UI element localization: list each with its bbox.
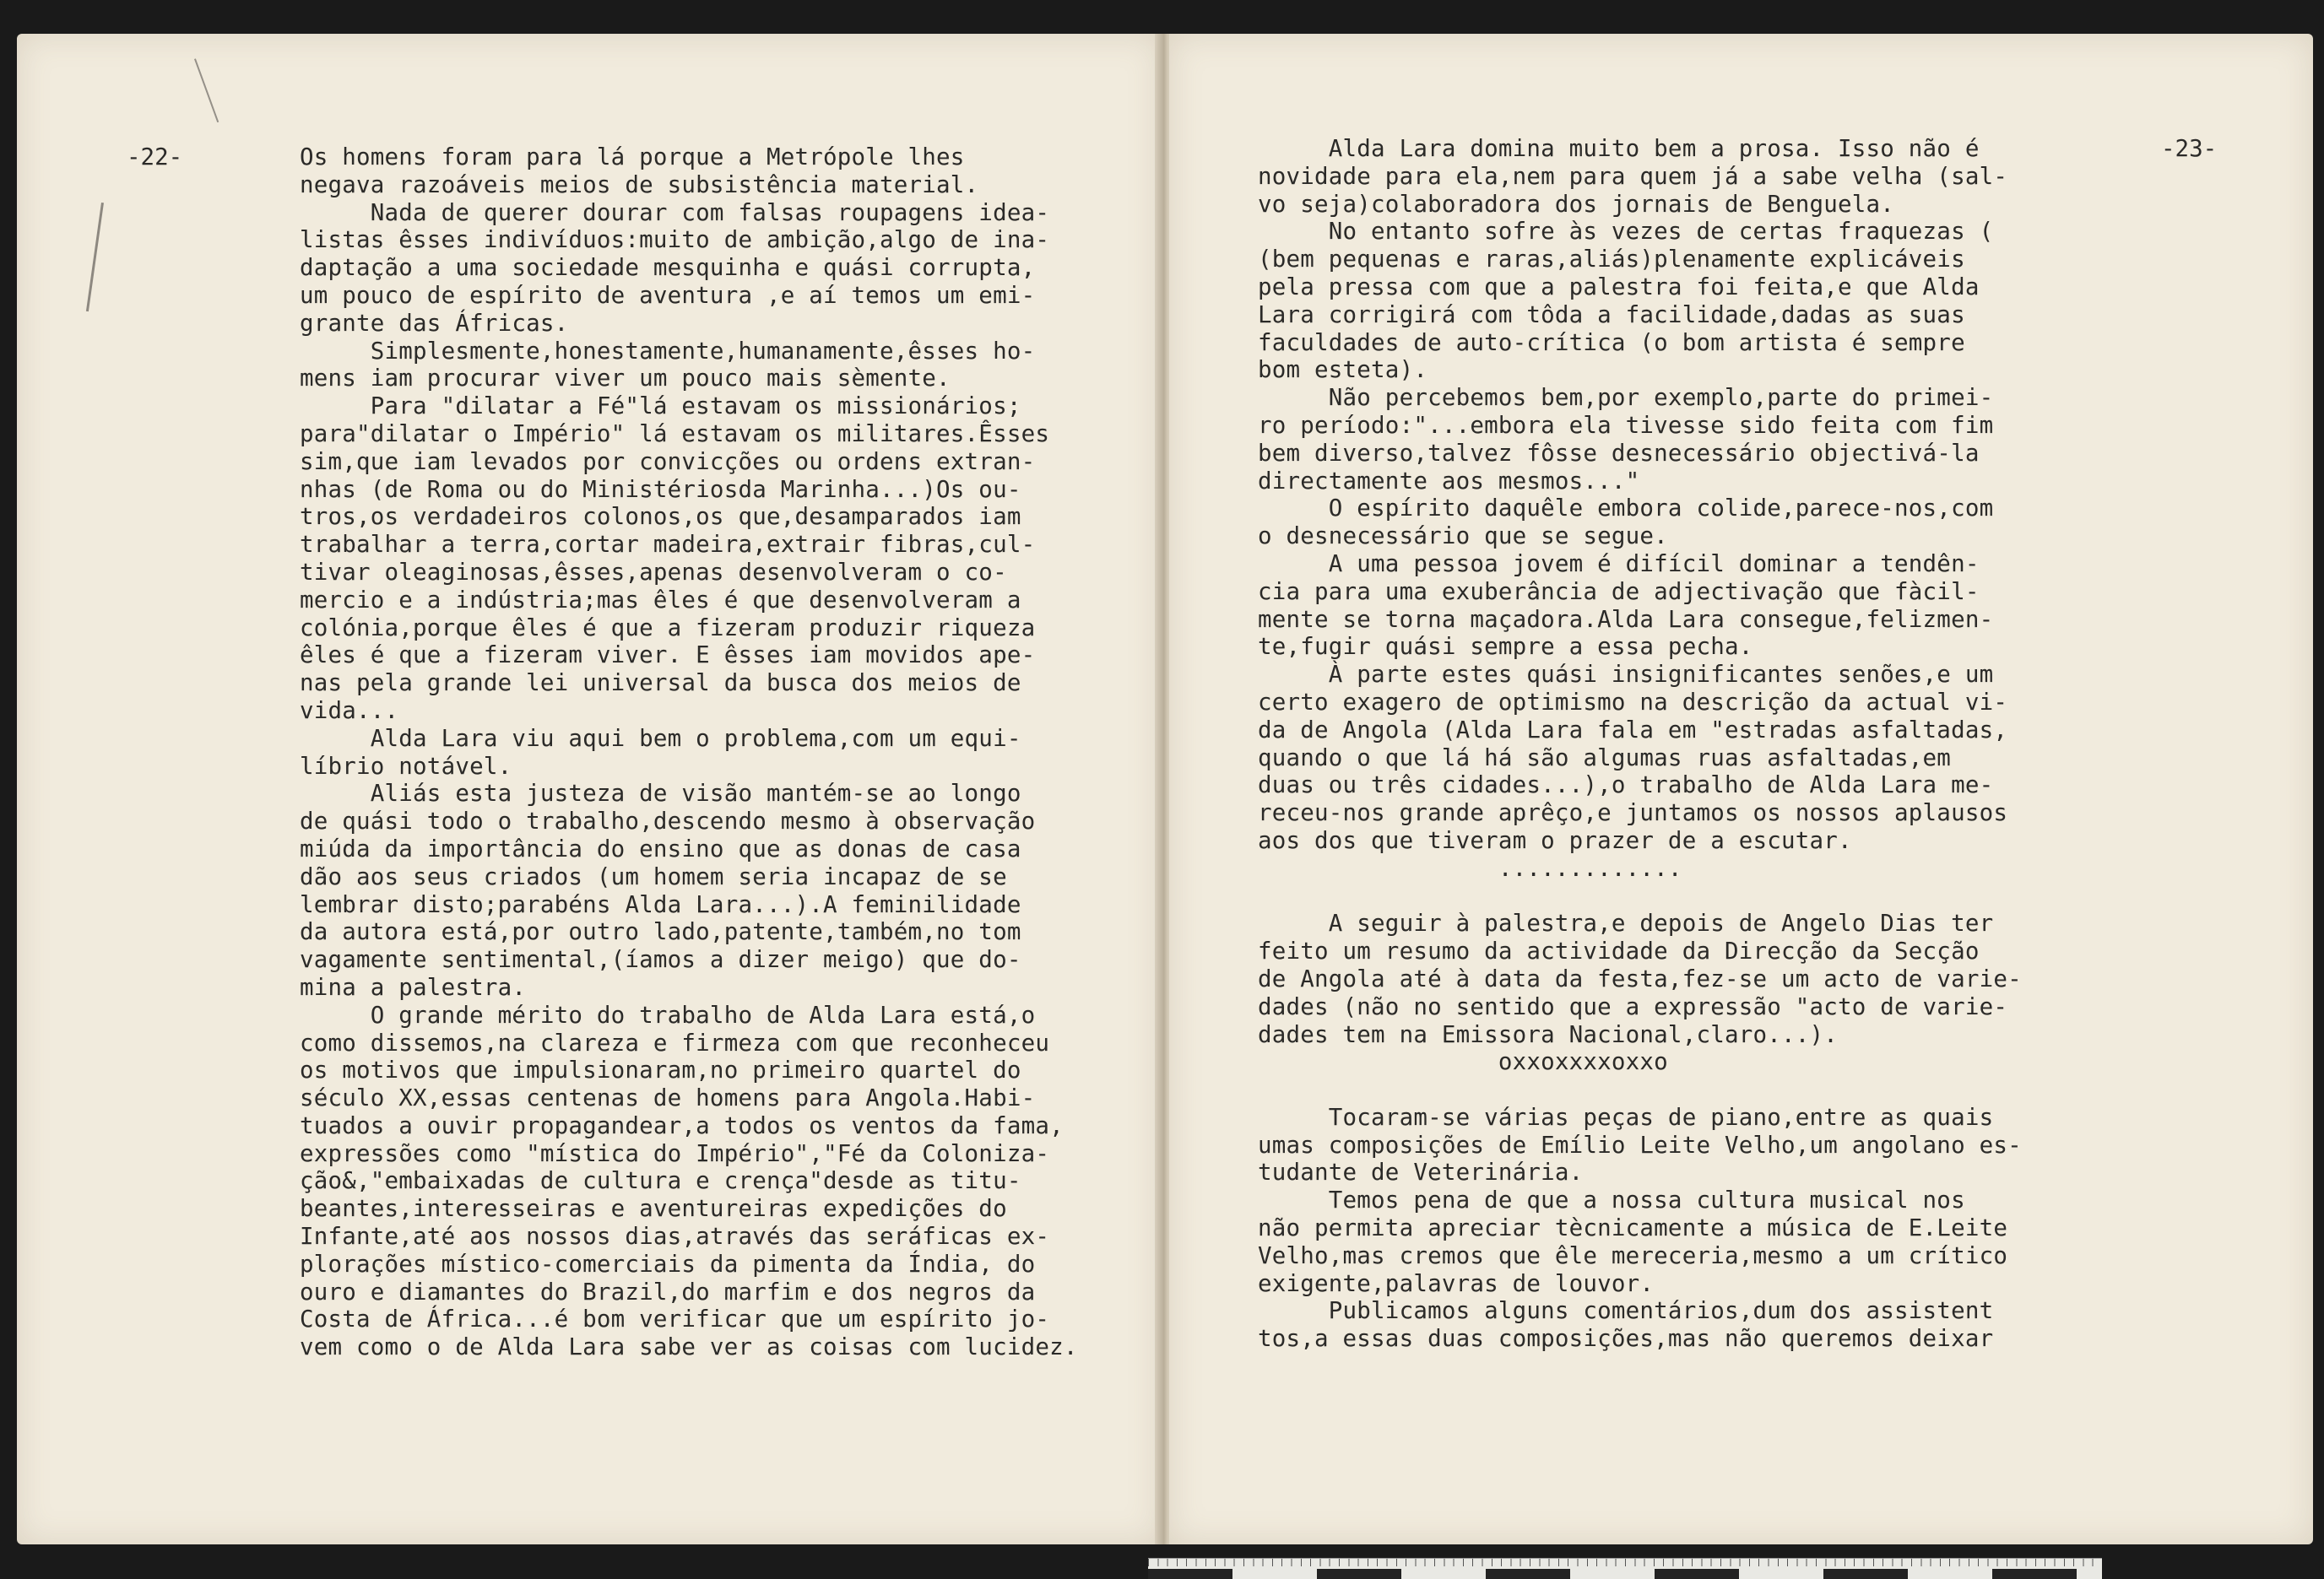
text-line: mercio e a indústria;mas êles é que desenvolveram a [300, 586, 1021, 614]
text-line: ção&,"embaixadas de cultura e crença"desde as titu- [300, 1167, 1021, 1195]
text-line: êles é que a fizeram viver. E êsses iam movidos ape- [300, 641, 1036, 669]
ruler-segment [1992, 1569, 2077, 1579]
text-line: não permita apreciar tècnicamente a música de E.Leite [1258, 1214, 2008, 1242]
text-line: receu-nos grande aprêço,e juntamos os nossos aplausos [1258, 799, 2008, 827]
text-line: de quási todo o trabalho,descendo mesmo à observação [300, 808, 1036, 835]
text-line: Tocaram-se várias peças de piano,entre as quais [1258, 1103, 1994, 1131]
text-line: umas composições de Emílio Leite Velho,um angolano es- [1258, 1131, 2022, 1159]
text-line [1258, 1076, 2022, 1104]
text-line: Velho,mas cremos que êle mereceria,mesmo a um crítico [1258, 1241, 2008, 1269]
text-line: aos dos que tiveram o prazer de a escutar. [1258, 826, 1852, 854]
text-line: século XX,essas centenas de homens para Angola.Habi- [300, 1084, 1036, 1112]
text-line: bem diverso,talvez fôsse desnecessário objectivá-la [1258, 439, 1980, 467]
text-line: daptação a uma sociedade mesquinha e quási corrupta, [300, 254, 1036, 282]
text-line: Aliás esta justeza de visão mantém-se ao longo [300, 780, 1021, 808]
text-line: A seguir à palestra,e depois de Angelo Dias ter [1258, 910, 1994, 938]
text-line: nas pela grande lei universal da busca dos meios de [300, 669, 1021, 697]
text-line: Publicamos alguns comentários,dum dos assistent [1258, 1297, 1994, 1325]
text-line: mente se torna maçadora.Alda Lara consegue,felizmen- [1258, 605, 1994, 633]
text-line: para"dilatar o Império" lá estavam os militares.Êsses [300, 419, 1050, 447]
text-line: ouro e diamantes do Brazil,do marfim e dos negros da [300, 1278, 1036, 1306]
text-line: como dissemos,na clareza e firmeza com que reconheceu [300, 1029, 1050, 1057]
text-line: ............. [1258, 854, 1682, 882]
ruler-segment [1823, 1569, 1908, 1579]
text-line: quando o que lá há são algumas ruas asfaltadas,em [1258, 744, 1952, 771]
text-line: faculdades de auto-crítica (o bom artista é sempre [1258, 328, 1965, 356]
text-line: No entanto sofre às vezes de certas fraquezas ( [1258, 218, 1994, 246]
text-line: um pouco de espírito de aventura ,e aí temos um emi- [300, 281, 1036, 309]
text-line: tudante de Veterinária. [1258, 1159, 1584, 1187]
text-line: feito um resumo da actividade da Direcção da Secção [1258, 938, 1980, 965]
page-number-left: -22- [127, 143, 183, 170]
text-line: Infante,até aos nossos dias,através das seráficas ex- [300, 1223, 1050, 1251]
right-page-text [1258, 135, 2022, 1353]
text-line: bom esteta). [1258, 356, 1428, 384]
text-line: Os homens foram para lá porque a Metrópole lhes [300, 143, 965, 170]
text-line: novidade para ela,nem para quem já a sabe velha (sal- [1258, 162, 2008, 190]
pencil-mark [194, 58, 219, 122]
text-line: cia para uma exuberância de adjectivação que fàcil- [1258, 577, 1980, 605]
right-page [1169, 34, 2313, 1544]
text-line: vida... [300, 696, 399, 724]
text-line: tivar oleaginosas,êsses,apenas desenvolveram o co- [300, 558, 1007, 586]
text-line: directamente aos mesmos..." [1258, 467, 1640, 495]
text-line: dades (não no sentido que a expressão "acto de varie- [1258, 992, 2008, 1020]
text-line: beantes,interesseiras e aventureiras expedições do [300, 1195, 1007, 1223]
text-line: trabalhar a terra,cortar madeira,extrair fibras,cul- [300, 531, 1036, 559]
pencil-mark [86, 203, 104, 311]
text-line: duas ou três cidades...),o trabalho de Alda Lara me- [1258, 771, 1994, 799]
ruler-segment [1486, 1569, 1570, 1579]
text-line: mens iam procurar viver um pouco mais sèmente. [300, 365, 951, 392]
text-line: A uma pessoa jovem é difícil dominar a tendên- [1258, 549, 1980, 577]
text-line: nhas (de Roma ou do Ministériosda Marinha...)Os ou- [300, 475, 1021, 503]
text-line: Alda Lara domina muito bem a prosa. Isso não é [1258, 135, 1980, 162]
text-line: Não percebemos bem,por exemplo,parte do primei- [1258, 384, 1994, 412]
text-line: sim,que iam levados por convicções ou ordens extran- [300, 447, 1036, 475]
text-line: vo seja)colaboradora dos jornais de Benguela. [1258, 190, 1895, 218]
text-line: negava razoáveis meios de subsistência material. [300, 170, 979, 198]
text-line: Simplesmente,honestamente,humanamente,êsses ho- [300, 337, 1036, 365]
text-line: Costa de África...é bom verificar que um espírito jo- [300, 1306, 1050, 1333]
text-line: da autora está,por outro lado,patente,também,no tom [300, 918, 1021, 946]
text-line: expressões como "mística do Império","Fé da Coloniza- [300, 1139, 1050, 1167]
text-line: dades tem na Emissora Nacional,claro...). [1258, 1020, 1839, 1048]
text-line: lembrar disto;parabéns Alda Lara...).A feminilidade [300, 890, 1021, 918]
text-line: O grande mérito do trabalho de Alda Lara está,o [300, 1001, 1036, 1029]
text-line: colónia,porque êles é que a fizeram produzir riqueza [300, 614, 1036, 641]
text-line: tuados a ouvir propagandear,a todos os ventos da fama, [300, 1111, 1064, 1139]
text-line: líbrio notável. [300, 752, 512, 780]
text-line: te,fugir quási sempre a essa pecha. [1258, 633, 1753, 661]
text-line: Lara corrigirá com tôda a facilidade,dadas as suas [1258, 300, 1965, 328]
text-line: listas êsses indivíduos:muito de ambição,algo de ina- [300, 226, 1050, 254]
text-line: da de Angola (Alda Lara fala em "estradas asfaltadas, [1258, 716, 2008, 744]
text-line: oxxoxxxxoxxo [1258, 1048, 1668, 1076]
text-line: À parte estes quási insignificantes senões,e um [1258, 661, 1994, 689]
text-line: miúda da importância do ensino que as donas de casa [300, 835, 1021, 863]
text-line: O espírito daquêle embora colide,parece-nos,com [1258, 495, 1994, 522]
text-line [1258, 883, 2022, 911]
text-line: Para "dilatar a Fé"lá estavam os missionários; [300, 392, 1021, 420]
text-line: tros,os verdadeiros colonos,os que,desamparados iam [300, 503, 1021, 531]
text-line: pela pressa com que a palestra foi feita,e que Alda [1258, 273, 1980, 300]
text-line: o desnecessário que se segue. [1258, 522, 1668, 550]
page-number-right: -23- [2161, 135, 2218, 162]
text-line: (bem pequenas e raras,aliás)plenamente explicáveis [1258, 246, 1965, 273]
text-line: certo exagero de optimismo na descrição da actual vi- [1258, 688, 2008, 716]
text-line: de Angola até à data da festa,fez-se um acto de varie- [1258, 965, 2022, 992]
scale-ruler [1148, 1558, 2102, 1579]
text-line: tos,a essas duas composições,mas não queremos deixar [1258, 1325, 1994, 1353]
ruler-segment [1317, 1569, 1401, 1579]
text-line: dão aos seus criados (um homem seria incapaz de se [300, 863, 1007, 890]
text-line: Nada de querer dourar com falsas roupagens idea- [300, 198, 1050, 226]
left-page [17, 34, 1161, 1544]
text-line: mina a palestra. [300, 973, 527, 1001]
text-line: ro período:"...embora ela tivesse sido feita com fim [1258, 411, 1994, 439]
text-line: plorações místico-comerciais da pimenta da Índia, do [300, 1250, 1036, 1278]
left-page-text [300, 143, 1078, 1361]
text-line: Alda Lara viu aqui bem o problema,com um equi- [300, 724, 1021, 752]
text-line: exigente,palavras de louvor. [1258, 1269, 1655, 1297]
text-line: grante das Áfricas. [300, 309, 569, 337]
text-line: vagamente sentimental,(íamos a dizer meigo) que do- [300, 946, 1021, 974]
text-line: vem como o de Alda Lara sabe ver as coisas com lucidez. [300, 1333, 1078, 1361]
ruler-segment [1655, 1569, 1739, 1579]
ruler-segment [1148, 1569, 1232, 1579]
text-line: os motivos que impulsionaram,no primeiro quartel do [300, 1057, 1021, 1084]
text-line: Temos pena de que a nossa cultura musical nos [1258, 1187, 1965, 1214]
